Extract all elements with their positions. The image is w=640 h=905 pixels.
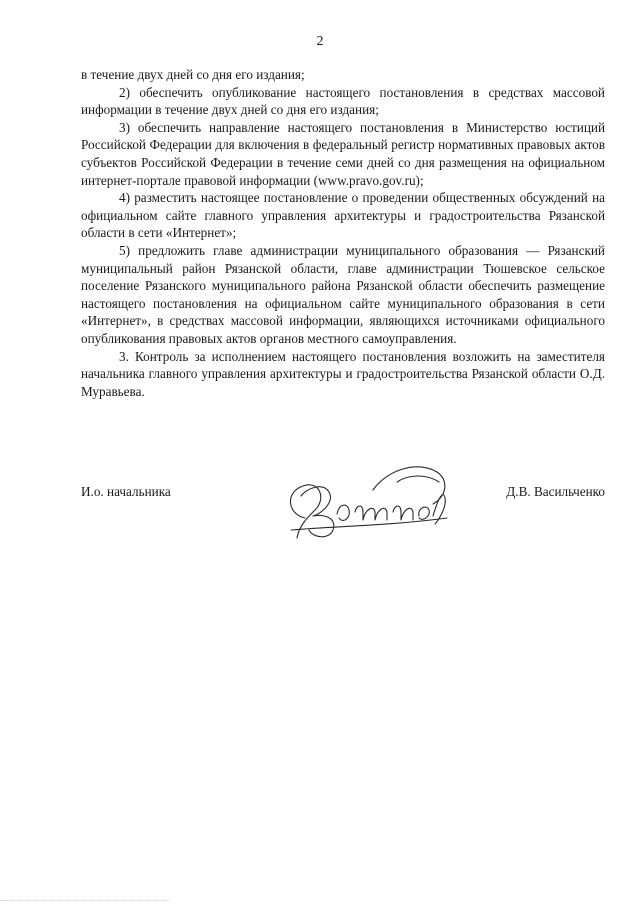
paragraph-item-2: 2) обеспечить опубликование настоящего постановления в средствах массовой информации в течение двух дней со дня его издания; (81, 84, 605, 118)
handwritten-signature (277, 452, 457, 552)
scan-edge-artifact (0, 899, 170, 901)
paragraph-item-4: 4) разместить настоящее постановление о проведении общественных обсуждений на официальном сайте главного управления архитектуры и градостроительства Рязанской области в сети «Интернет»; (81, 190, 605, 241)
paragraph-item-5: 5) предложить главе администрации муниципального образования — Рязанский муниципальный район Рязанской области, главе администрации Тюшевское сельское поселение Рязанского муниципального района Рязанской области обеспечить размещение настоящего постановления на официальном сайте муниципального образования в сети «Интернет», в средствах массовой информации, являющихся источниками официального опубликования правовых актов органов местного самоуправления. (81, 242, 605, 346)
document-body (81, 66, 605, 400)
page-number: 2 (316, 34, 324, 49)
paragraph-item-3: 3) обеспечить направление настоящего постановления в Министерство юстиций Российской Федерации для включения в федеральный регистр нормативных правовых актов субъектов Российской Федерации в течение семи дней со дня размещения на официальном интернет-портале правовой информации (www.pravo.gov.ru); (81, 119, 605, 188)
paragraph-control-clause: 3. Контроль за исполнением настоящего постановления возложить на заместителя начальника главного управления архитектуры и градостроительства Рязанской области О.Д. Муравьева. (81, 348, 605, 399)
signer-name: Д.В. Васильченко (506, 484, 605, 499)
paragraph-continuation: в течение двух дней со дня его издания; (81, 67, 305, 82)
signer-position: И.о. начальника (81, 484, 171, 499)
